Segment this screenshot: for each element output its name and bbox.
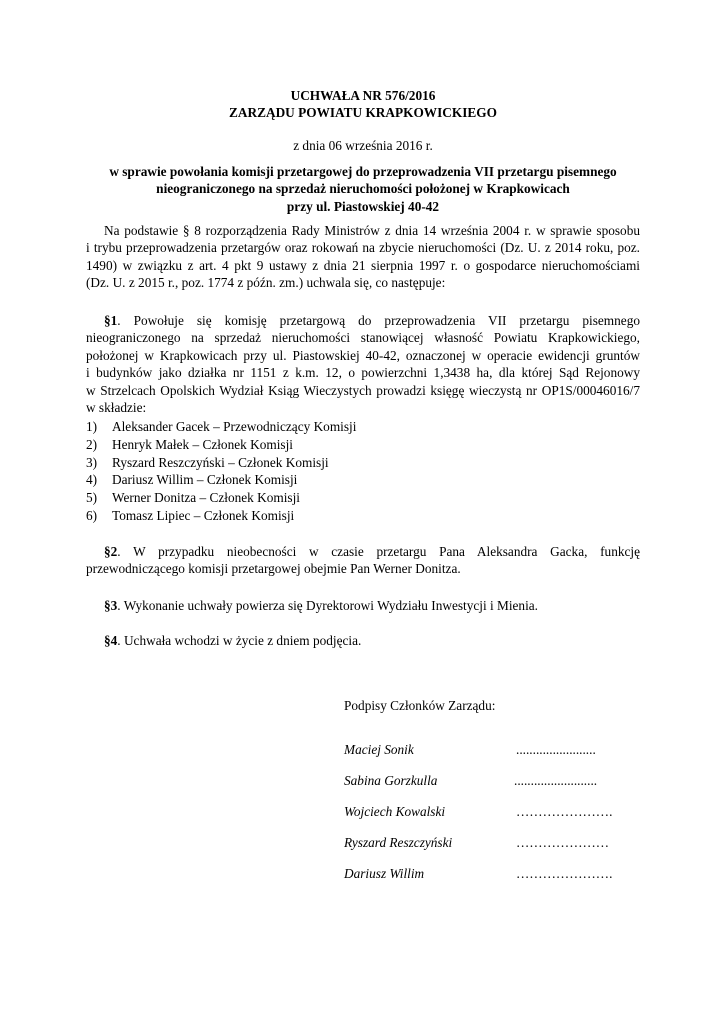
signature-line [344, 834, 644, 852]
signature-placeholder: …………………. [516, 866, 613, 881]
signature-line [344, 865, 644, 883]
signature-placeholder: ......................... [514, 773, 598, 788]
paragraph-line: i trybu przeprowadzenia przetargów oraz rokowań na zbycie nieruchomości (Dz. U. z 2014 roku, poz. [86, 240, 640, 256]
list-item [86, 436, 640, 454]
list-number: 6) [86, 507, 98, 523]
subject-line: przy ul. Piastowskiej 40-42 [286, 198, 440, 214]
section-3 [86, 597, 640, 614]
section-mark: §3 [104, 598, 118, 613]
list-number: 1) [86, 419, 98, 434]
subject-line: w sprawie powołania komisji przetargowej do przeprowadzenia VII przetargu pisemnego [109, 164, 617, 179]
list-item [86, 454, 640, 472]
signatory-name: Sabina Gorzkulla [344, 773, 438, 788]
list-item [86, 507, 640, 525]
paragraph-line: . Powołuje się komisję przetargową do przeprowadzenia VII przetargu pisemnego [117, 313, 640, 328]
list-number: 5) [86, 490, 98, 506]
paragraph-line: (Dz. U. z 2015 r., poz. 1774 z późn. zm.) uchwala się, co następuje: [86, 275, 446, 291]
list-number: 4) [86, 472, 98, 488]
member-text: Henryk Małek – Członek Komisji [112, 436, 293, 452]
section-4 [86, 632, 640, 649]
resolution-date: z dnia 06 września 2016 r. [293, 138, 433, 153]
signature-placeholder: ........................ [516, 742, 596, 757]
paragraph-line: przewodniczącego komisji przetargowej obejmie Pan Werner Donitza. [86, 561, 461, 577]
subject-line: nieograniczonego na sprzedaż nieruchomości położonej w Krapkowicach [156, 181, 570, 197]
paragraph-line: . Wykonanie uchwały powierza się Dyrektorowi Wydziału Inwestycji i Mienia. [117, 598, 538, 613]
paragraph-line: nieograniczonego na sprzedaż nieruchomości stanowiącej własność Powiatu Krapkowickiego, [86, 330, 640, 346]
signature-line [344, 741, 644, 759]
list-item [86, 471, 640, 489]
paragraph-line: . W przypadku nieobecności w czasie przetargu Pana Aleksandra Gacka, funkcję [117, 544, 640, 559]
resolution-subject [86, 163, 640, 215]
paragraph-line: położonej w Krapkowicach przy ul. Piastowskiej 40-42, oznaczonej w operacie ewidencji gruntów [86, 347, 640, 363]
signature-line [344, 772, 644, 790]
member-text: Dariusz Willim – Członek Komisji [112, 472, 298, 488]
issuing-body: ZARZĄDU POWIATU KRAPKOWICKIEGO [229, 105, 497, 120]
signatures-heading: Podpisy Członków Zarządu: [344, 698, 496, 713]
section-mark: §1 [104, 313, 118, 328]
paragraph-line: w Strzelcach Opolskich Wydział Ksiąg Wieczystych prowadzi księgę wieczystą nr OP1S/00046016/7 [86, 382, 640, 398]
list-item [86, 489, 640, 507]
signature-placeholder: ………………… [516, 835, 610, 850]
list-item [86, 418, 640, 436]
paragraph-line: . Uchwała wchodzi w życie z dniem podjęcia. [117, 633, 362, 648]
paragraph-line: 1490) w związku z art. 4 pkt 9 ustawy z dnia 21 sierpnia 1997 r. o gospodarce nieruchomościami [86, 257, 640, 273]
signatory-name: Dariusz Willim [344, 866, 425, 881]
member-text: Aleksander Gacek – Przewodniczący Komisji [112, 419, 357, 434]
section-2 [86, 543, 640, 578]
section-mark: §4 [104, 633, 118, 648]
legal-basis-paragraph [86, 222, 640, 292]
section-1 [86, 312, 640, 416]
signature-placeholder: …………………. [516, 804, 613, 819]
member-text: Werner Donitza – Członek Komisji [112, 490, 300, 506]
member-text: Ryszard Reszczyński – Członek Komisji [112, 454, 329, 470]
paragraph-line: i budynków jako działka nr 1151 z k.m. 12, o powierzchni 1,3438 ha, dla której Sąd Rejonowy [86, 365, 640, 381]
member-text: Tomasz Lipiec – Członek Komisji [112, 507, 295, 523]
list-number: 2) [86, 436, 98, 452]
signature-line [344, 803, 644, 821]
signatory-name: Ryszard Reszczyński [344, 835, 453, 850]
committee-members-list [86, 418, 640, 525]
paragraph-line: Na podstawie § 8 rozporządzenia Rady Ministrów z dnia 14 września 2004 r. w sprawie sposobu [104, 223, 640, 238]
paragraph-line: w składzie: [86, 399, 147, 415]
signatory-name: Wojciech Kowalski [344, 804, 446, 819]
resolution-number: UCHWAŁA NR 576/2016 [290, 88, 436, 103]
section-mark: §2 [104, 544, 118, 559]
list-number: 3) [86, 454, 98, 470]
signatory-name: Maciej Sonik [344, 742, 414, 757]
